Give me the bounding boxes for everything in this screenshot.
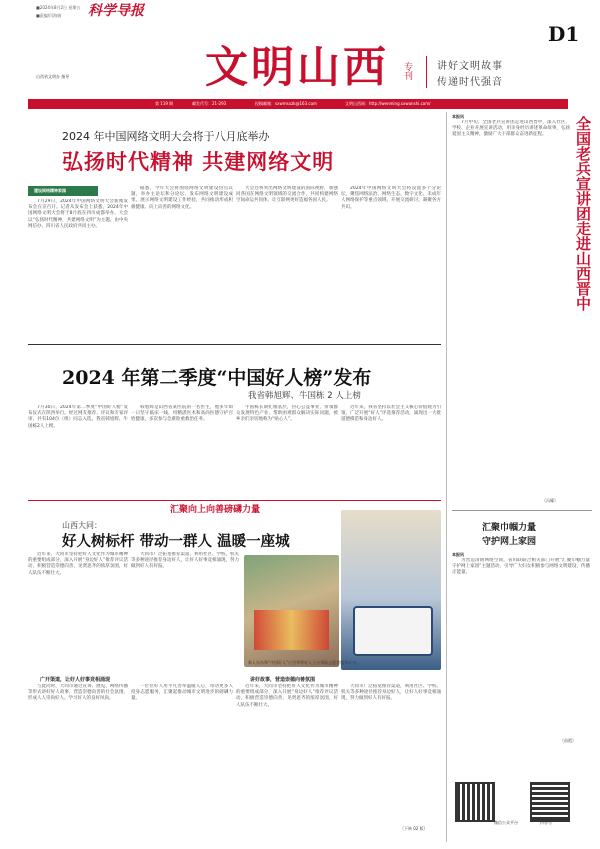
s3-para-1a: 近年来，大同市坚持把好人文化作为城市精神的重要组成部分，深入开展“身边好人”推荐评议活动，积极营造崇德向善、见贤思齐的浓厚氛围，好人队伍不断壮大。 — [28, 552, 128, 576]
s3-col-2b — [131, 684, 233, 834]
partner-line: 山西省文明办 指导 — [36, 74, 70, 79]
slogan-2: 传递时代强音 — [437, 77, 503, 88]
lead-para-4: 2024年中国网络文明大会将设置多个分论坛，聚焦网络法治、网络生态、数字文化、未成年人网络保护等重点领域，开展交流研讨，凝聚各方共识。 — [341, 186, 441, 210]
lead-col-1 — [28, 199, 128, 339]
lead-col-2 — [131, 186, 233, 338]
story3-kicker: 山西大同： — [62, 521, 102, 530]
sidebar-reporter: 本报讯 — [452, 114, 464, 119]
page-number: D1 — [548, 22, 580, 46]
email: 投稿邮箱：sxwmsxzk@163.com — [255, 101, 317, 106]
photo-crowd-shape — [254, 610, 329, 650]
page-title: 文明山西 — [205, 43, 389, 93]
sidebar-vertical-title: 全国老兵宣讲团走进山西晋中 — [574, 116, 592, 311]
s2-col-4 — [341, 405, 441, 497]
date-line: ■2024年8月2日 星期五 — [36, 5, 81, 10]
story3-headline: 好人树标杆 带动一群人 温暖一座城 — [62, 534, 290, 550]
sidebar2-para: 为营造清朗网络空间，省妇联联合相关部门开展“汇聚巾帼力量 守护网上家园”主题活动，引导广大妇女积极参与网络文明建设，传播正能量。 — [452, 558, 590, 576]
s3-col-1b — [28, 684, 128, 834]
story3-sub-b: 讲好故事，营造崇德向善氛围 — [250, 677, 316, 683]
edition-line: ■责编/闫海娟 — [36, 13, 62, 18]
photo-caption: 新人东东和“中国好人”应雪琴等好人上台领取志愿者服务证书。 — [248, 660, 361, 665]
lead-col-4 — [341, 186, 441, 338]
sidebar2-author: （苗霞） — [560, 738, 576, 743]
story3-sub-a: 广开渠道，让好人好事竞相涌现 — [40, 677, 111, 683]
qr-label-douyin: 抖音号 — [540, 820, 552, 825]
story3-banner: 汇聚向上向善磅礴力量 — [170, 505, 261, 515]
s3-para-2a: 大同市广泛拓宽推荐渠道，利用社区、学校、机关等多种途径推荐身边好人，让好人好事竞相涌现，努力做到好人有好报。 — [131, 552, 239, 570]
sidebar-author: （冯耀） — [542, 498, 558, 503]
story2-headline: 2024 年第二季度“中国好人榜”发布 — [62, 367, 372, 389]
story2-subhead: 我省韩旭辉、牛国栋 2 人上榜 — [248, 391, 361, 401]
sidebar2-reporter: 本报讯 — [452, 552, 464, 557]
s2-col-2 — [131, 405, 233, 497]
s2-para-3: 牛国栋长期扎根基层，热心公益事业，带领群众发展特色产业，帮助困难群众解决实际问题，被乡亲们亲切地称为“贴心人”。 — [236, 405, 338, 423]
s2-para-2: 韩旭辉是山西省某医院的一名医生，他多年如一日坚守临床一线，用精湛医术和高尚医德守护百姓健康，多次参与急难险重救治任务。 — [131, 405, 233, 423]
photo-bus-shape — [353, 606, 433, 656]
photo-bus — [341, 510, 441, 670]
post-code: 邮发代号：21-293 — [192, 101, 227, 106]
sidebar-text — [452, 120, 570, 470]
section-tag: 建设网络精神家园 — [34, 188, 66, 193]
lead-col-3 — [236, 186, 338, 338]
lead-headline: 弘扬时代精神 共建网络文明 — [62, 149, 335, 174]
s2-col-3 — [236, 405, 338, 497]
s3-para-3b: 近年来，大同市坚持把好人文化作为城市精神的重要组成部分，深入开展“身边好人”推荐评议活动，积极营造崇德向善、见贤思齐的浓厚氛围，好人队伍不断壮大。 — [236, 684, 338, 708]
lead-para-1: 7月29日，2024年中国网络文明大会新闻发布会在京召开。记者从发布会上获悉，2024年中国网络文明大会将于8月底在四川成都举办。大会以“弘扬时代精神，共建网络文明”为主题，由中央网信办、四川省人民政府共同主办。 — [28, 199, 128, 229]
divider-1 — [28, 344, 441, 345]
s3-para-4b: 大同市广泛拓宽推荐渠道，利用社区、学校、机关等多种途径推荐身边好人，让好人好事竞相涌现，努力做到好人有好报。 — [341, 684, 441, 702]
qr-code-wechat — [455, 782, 495, 822]
qr-code-douyin — [530, 782, 570, 822]
sidebar2-title-2: 守护网上家园 — [482, 537, 537, 547]
s3-para-1b: 与此同时，大同市通过宣讲、展览、网络传播等形式讲好好人故事，营造崇德向善的社会氛围，形成人人崇尚好人、学习好人的良好风尚。 — [28, 684, 128, 702]
sidebar-divider — [446, 112, 447, 842]
qr-label-wechat: 微信公众平台 — [494, 820, 518, 825]
continue-note: （下转 02 版） — [400, 826, 428, 831]
lead-kicker: 2024 年中国网络文明大会将于八月底举办 — [62, 130, 270, 143]
s3-col-1a — [28, 552, 128, 670]
s2-para-4: 近年来，我省坚持以社会主义核心价值观为引领，广泛开展“好人”评选推荐活动，涌现出一大批道德模范和身边好人。 — [341, 405, 441, 423]
s2-col-1 — [28, 405, 128, 497]
photo-awards — [244, 555, 339, 667]
s3-col-2a — [131, 552, 239, 670]
sidebar-rule — [452, 510, 592, 511]
issue-number: 第 119 期 — [155, 101, 174, 106]
sidebar2-title-1: 汇聚巾帼力量 — [482, 523, 537, 533]
website: 文明山西网：http://wenming.sxwanshi.com/ — [345, 101, 431, 106]
s3-col-4b — [341, 684, 441, 824]
s3-para-2b: 一位位好人用平凡善举温暖人心，带动更多人投身志愿服务，汇聚起推动城市文明进步的磅礴力量。 — [131, 684, 233, 702]
slogan-1: 讲好文明故事 — [437, 61, 503, 72]
lead-para-3: 大会还将突出网络文明建设的国际视野，加强同各国在网络文明领域的交流合作，共同构建网络空间命运共同体，让互联网更好造福各国人民。 — [236, 186, 338, 204]
slogan-divider — [426, 56, 427, 88]
s3-col-3b — [236, 684, 338, 834]
special-tag: 专刊 — [402, 62, 412, 80]
sidebar2-text — [452, 558, 590, 736]
lead-para-2: 据悉，今年大会将围绕网络文明建设热点议题，举办主论坛和分论坛，发布网络文明建设成果，展示网络文明建设工作经验，共同推动形成积极健康、向上向善的网络文化。 — [131, 186, 233, 210]
paper-logo: 科学导报 — [88, 3, 144, 19]
s2-para-1: 7月30日，2024年第二季度“中国好人榜”发布仪式在陕西举行。经过网友推荐、评议和专家评审，共有104位（组）同志入选。我省韩旭辉、牛国栋2人上榜。 — [28, 405, 128, 429]
sidebar-para: 7月中旬，全国老兵宣讲团走进山西晋中，深入社区、学校、企业开展宣讲活动，用亲身经历讲述革命故事，弘扬爱国主义精神，激励广大干部群众奋进新征程。 — [452, 120, 570, 138]
